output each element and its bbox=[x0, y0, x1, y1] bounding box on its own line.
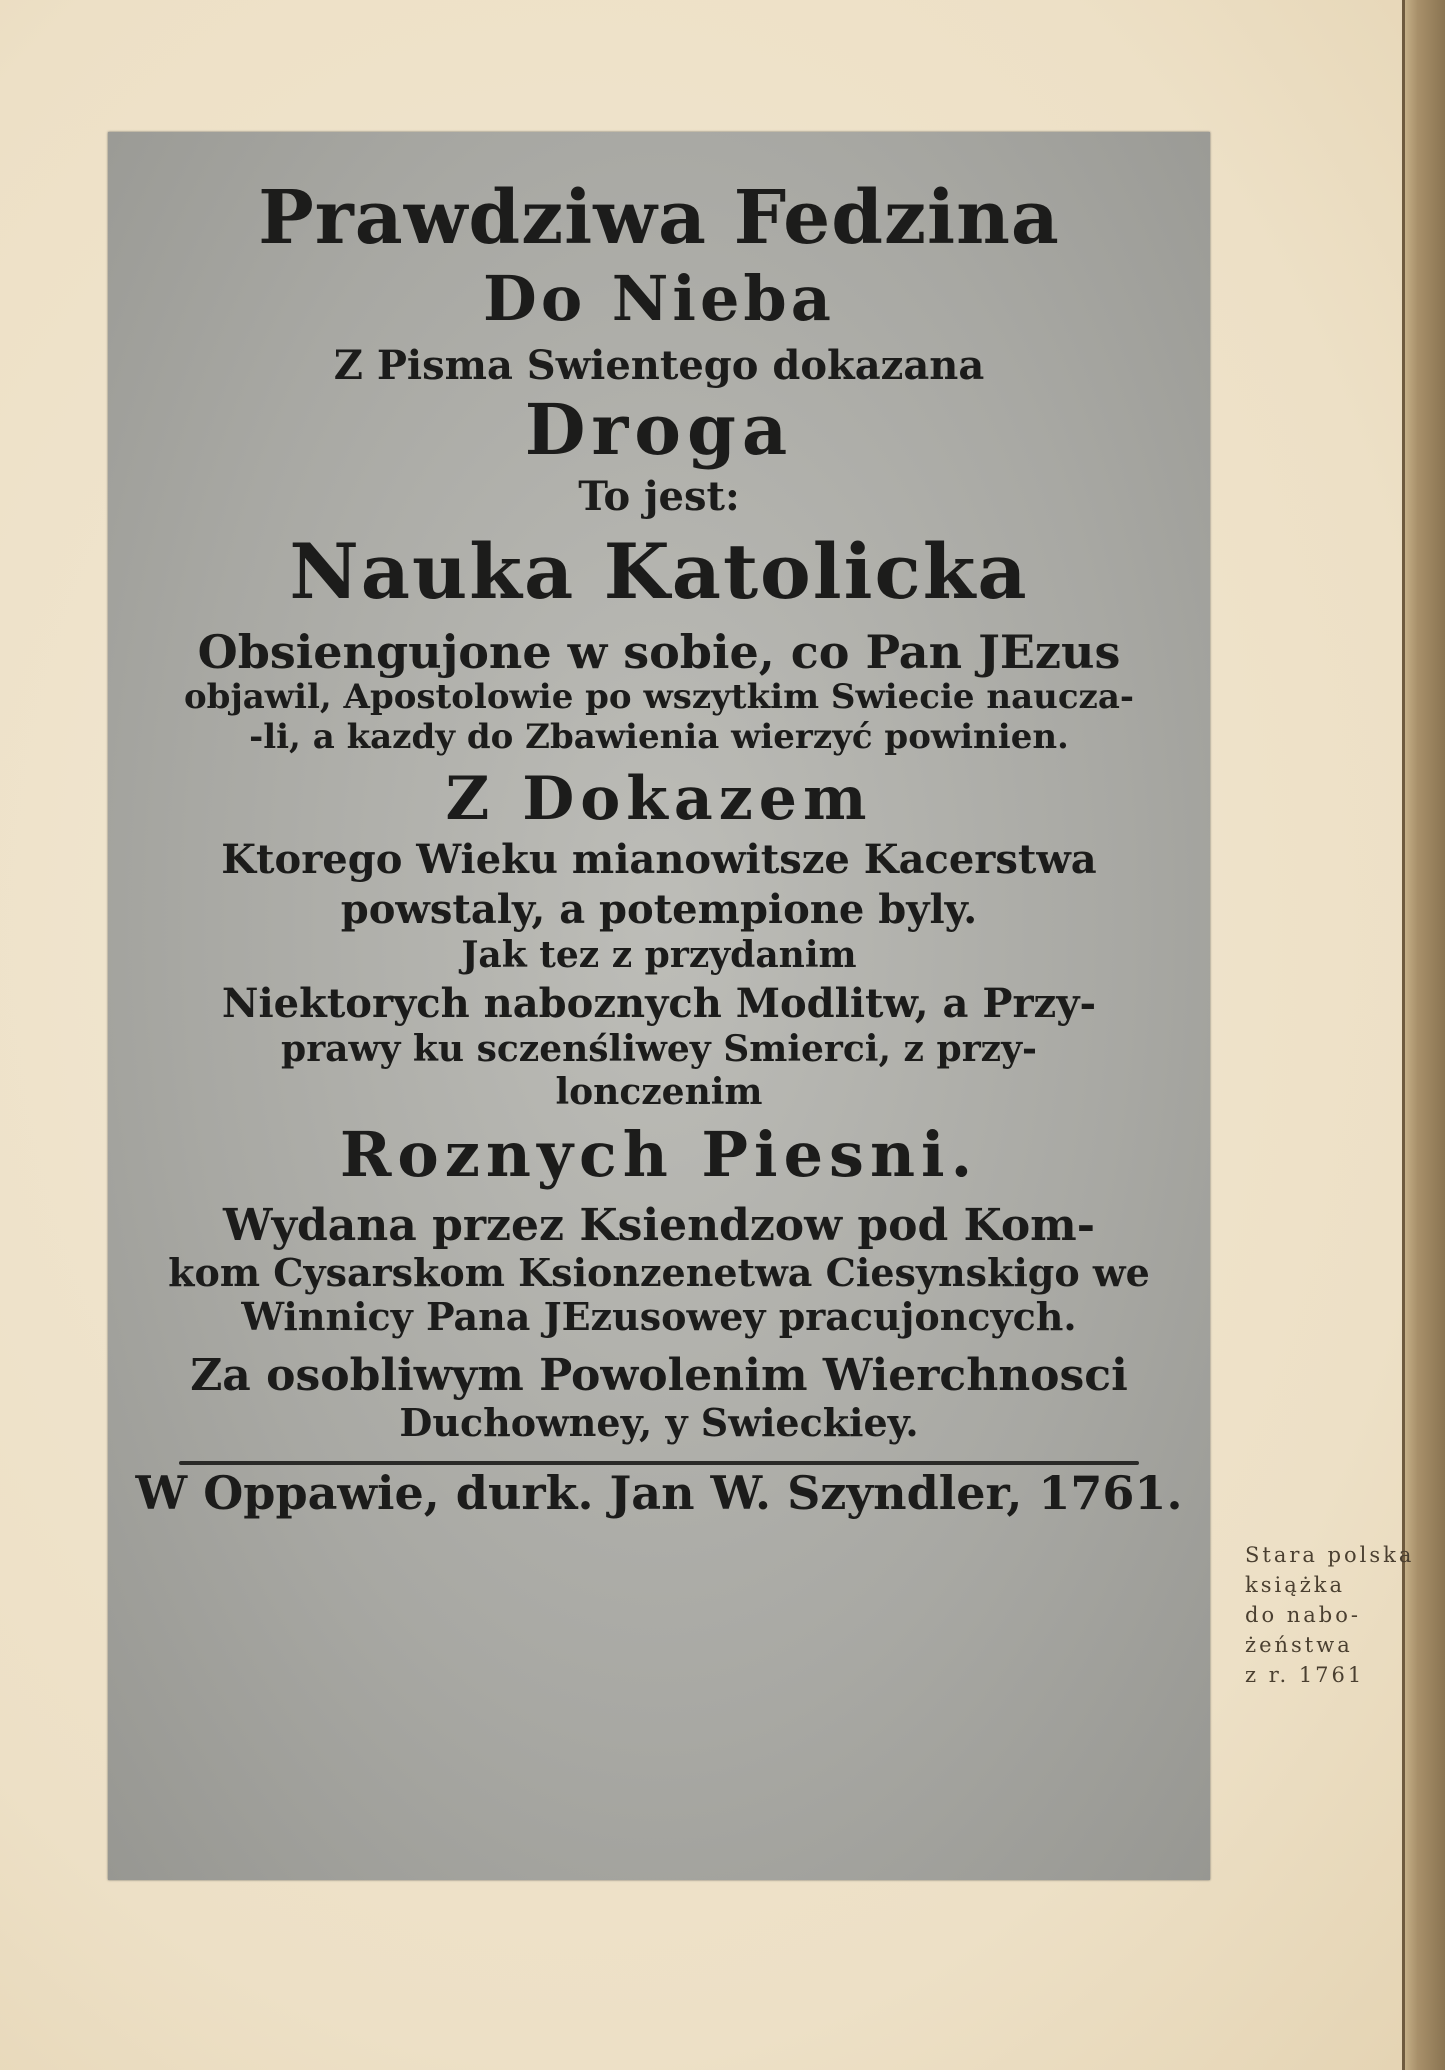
photo-caption bbox=[1245, 1540, 1425, 1690]
title-line-11: Ktorego Wieku mianowitsze Kacerstwa bbox=[221, 835, 1097, 883]
title-line-7: Obsiengujone w sobie, co Pan JEzus bbox=[197, 625, 1121, 680]
title-line-4: Droga bbox=[524, 387, 794, 471]
caption-line-1: Stara polska bbox=[1245, 1543, 1415, 1567]
imprint-line: W Oppawie, durk. Jan W. Szyndler, 1761. bbox=[135, 1466, 1183, 1521]
title-line-3: Z Pisma Swientego dokazana bbox=[333, 341, 985, 389]
title-line-22: Duchowney, y Swieckiey. bbox=[399, 1400, 919, 1446]
title-page-text bbox=[108, 132, 1210, 1880]
title-line-21: Za osobliwym Powolenim Wierchnosci bbox=[190, 1350, 1128, 1402]
title-line-19: kom Cysarskom Ksionzenetwa Ciesynskigo we bbox=[168, 1250, 1150, 1296]
title-line-6: Nauka Katolicka bbox=[289, 527, 1029, 617]
title-line-12: powstaly, a potempione byly. bbox=[340, 885, 978, 933]
caption-line-2: książka bbox=[1245, 1573, 1346, 1597]
title-line-10: Z Dokazem bbox=[445, 763, 873, 834]
title-line-2: Do Nieba bbox=[483, 261, 835, 335]
title-line-8: objawil, Apostolowie po wszytkim Swiecie naucza- bbox=[184, 677, 1134, 718]
caption-line-5: z r. 1761 bbox=[1245, 1663, 1365, 1687]
title-page-photo bbox=[108, 132, 1210, 1880]
title-line-9: -li, a kazdy do Zbawienia wierzyć powinien. bbox=[249, 717, 1069, 758]
title-line-5: To jest: bbox=[578, 473, 740, 521]
caption-line-3: do nabo- bbox=[1245, 1603, 1361, 1627]
title-line-17: Roznych Piesni. bbox=[339, 1118, 979, 1192]
title-line-14: Niektorych naboznych Modlitw, a Przy- bbox=[221, 979, 1097, 1027]
title-line-16: lonczenim bbox=[555, 1071, 763, 1114]
title-line-1: Prawdziwa Fedzina bbox=[258, 175, 1060, 261]
gutter-shadow-line bbox=[1402, 0, 1405, 2070]
book-gutter bbox=[1403, 0, 1445, 2070]
title-line-15: prawy ku sczenśliwey Smierci, z przy- bbox=[281, 1027, 1037, 1070]
imprint-rule bbox=[179, 1461, 1139, 1465]
caption-line-4: żeństwa bbox=[1245, 1633, 1353, 1657]
title-line-13: Jak tez z przydanim bbox=[461, 933, 857, 976]
title-line-20: Winnicy Pana JEzusowey pracujoncych. bbox=[241, 1294, 1077, 1340]
title-line-18: Wydana przez Ksiendzow pod Kom- bbox=[223, 1200, 1095, 1252]
